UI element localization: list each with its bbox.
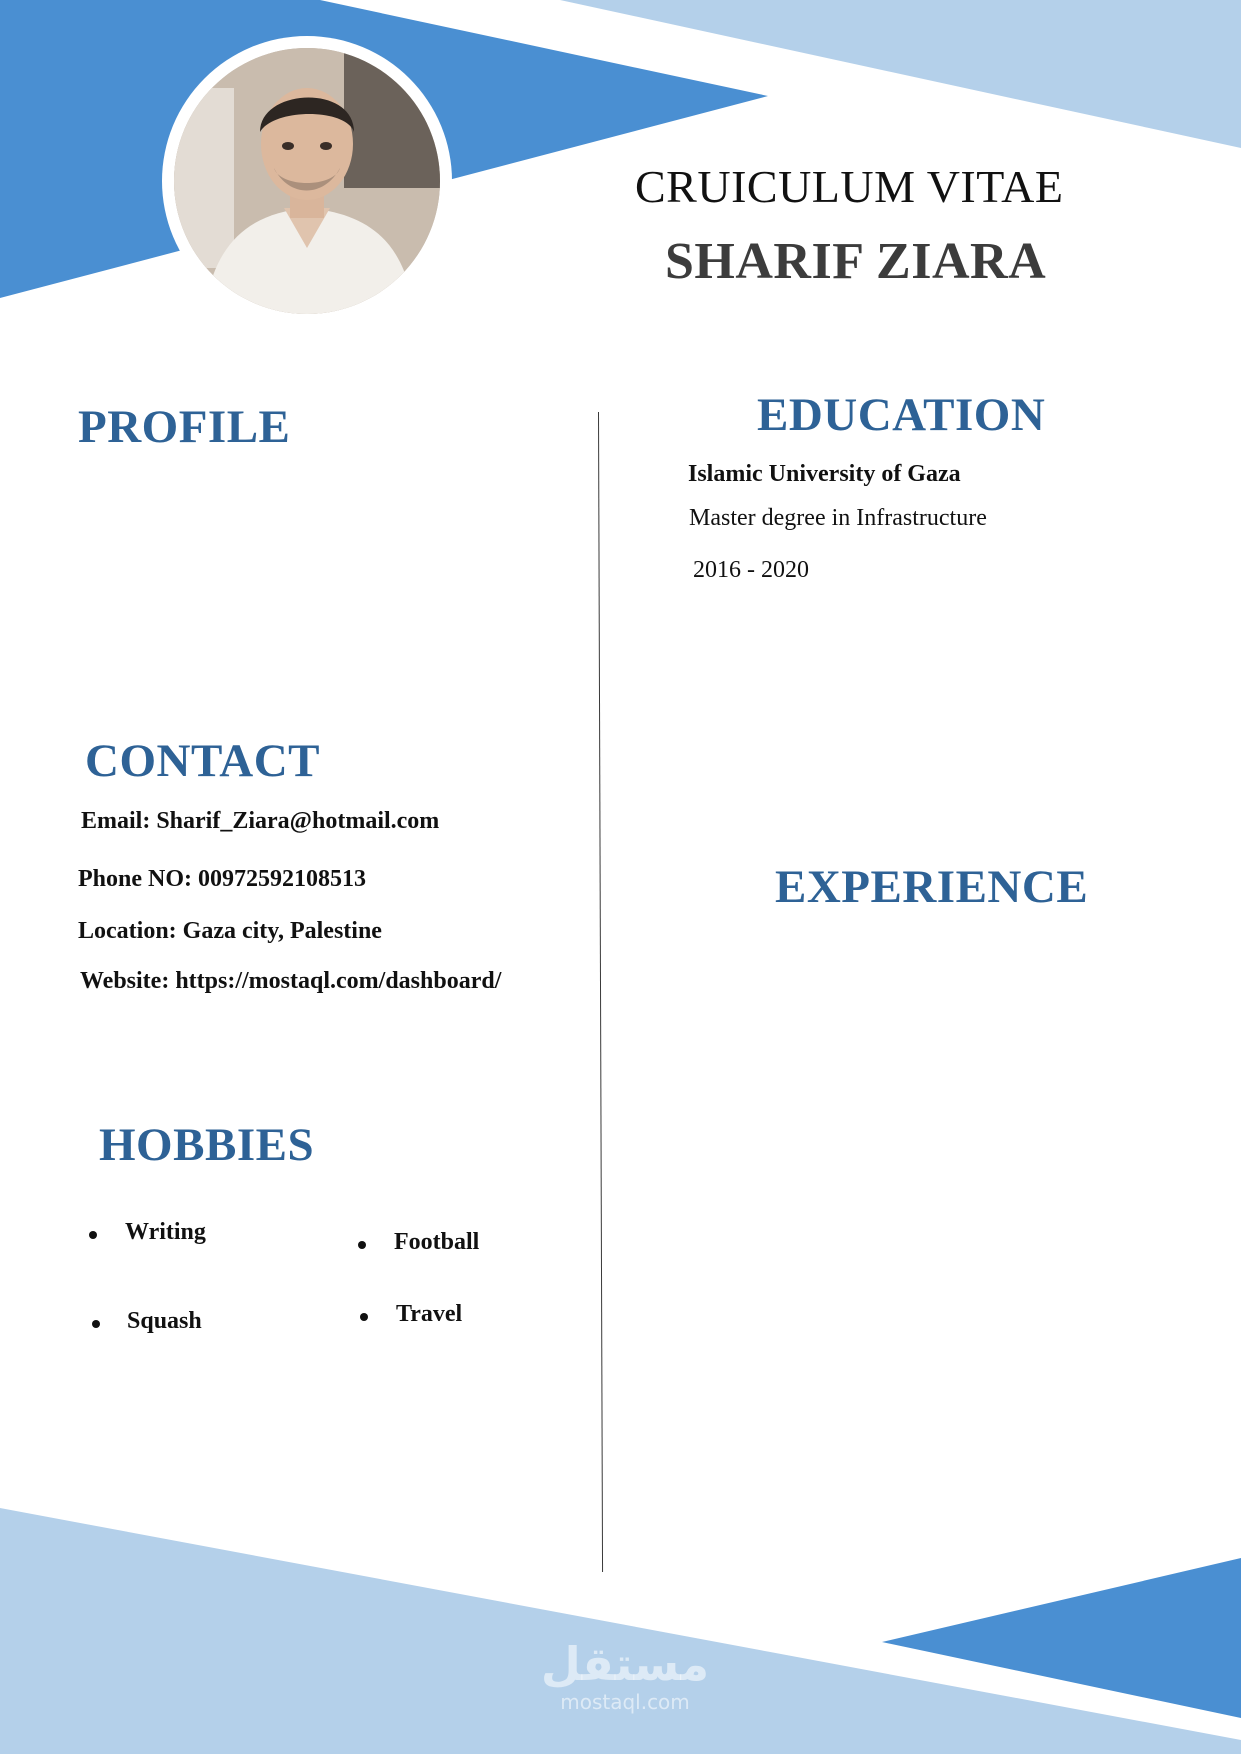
hobby-item: Football <box>394 1229 480 1255</box>
bullet <box>89 1231 97 1239</box>
education-institution: Islamic University of Gaza <box>688 461 961 487</box>
education-degree: Master degree in Infrastructure <box>689 505 987 531</box>
hobby-item: Writing <box>125 1219 206 1245</box>
watermark-main: مستقل <box>540 1637 710 1691</box>
person-name: SHARIF ZIARA <box>665 233 1047 290</box>
document-title: CRUICULUM VITAE <box>635 161 1064 212</box>
bullet <box>358 1241 366 1249</box>
profile-heading: PROFILE <box>78 401 291 453</box>
hobbies-heading: HOBBIES <box>99 1119 315 1171</box>
watermark-logo <box>540 1638 710 1714</box>
education-years: 2016 - 2020 <box>693 557 809 583</box>
hobby-item: Travel <box>396 1301 463 1327</box>
contact-email: Email: Sharif_Ziara@hotmail.com <box>81 808 440 834</box>
contact-location: Location: Gaza city, Palestine <box>78 918 382 944</box>
portrait-illustration <box>174 48 440 314</box>
education-heading: EDUCATION <box>757 389 1046 441</box>
contact-heading: CONTACT <box>85 735 321 787</box>
contact-phone: Phone NO: 00972592108513 <box>78 866 366 892</box>
bullet <box>360 1313 368 1321</box>
experience-heading: EXPERIENCE <box>775 861 1089 913</box>
bullet <box>92 1320 100 1328</box>
watermark-url: mostaql.com <box>560 1690 690 1714</box>
hobby-item: Squash <box>127 1308 202 1334</box>
profile-photo <box>174 48 440 314</box>
contact-website: Website: https://mostaql.com/dashboard/ <box>80 968 502 994</box>
